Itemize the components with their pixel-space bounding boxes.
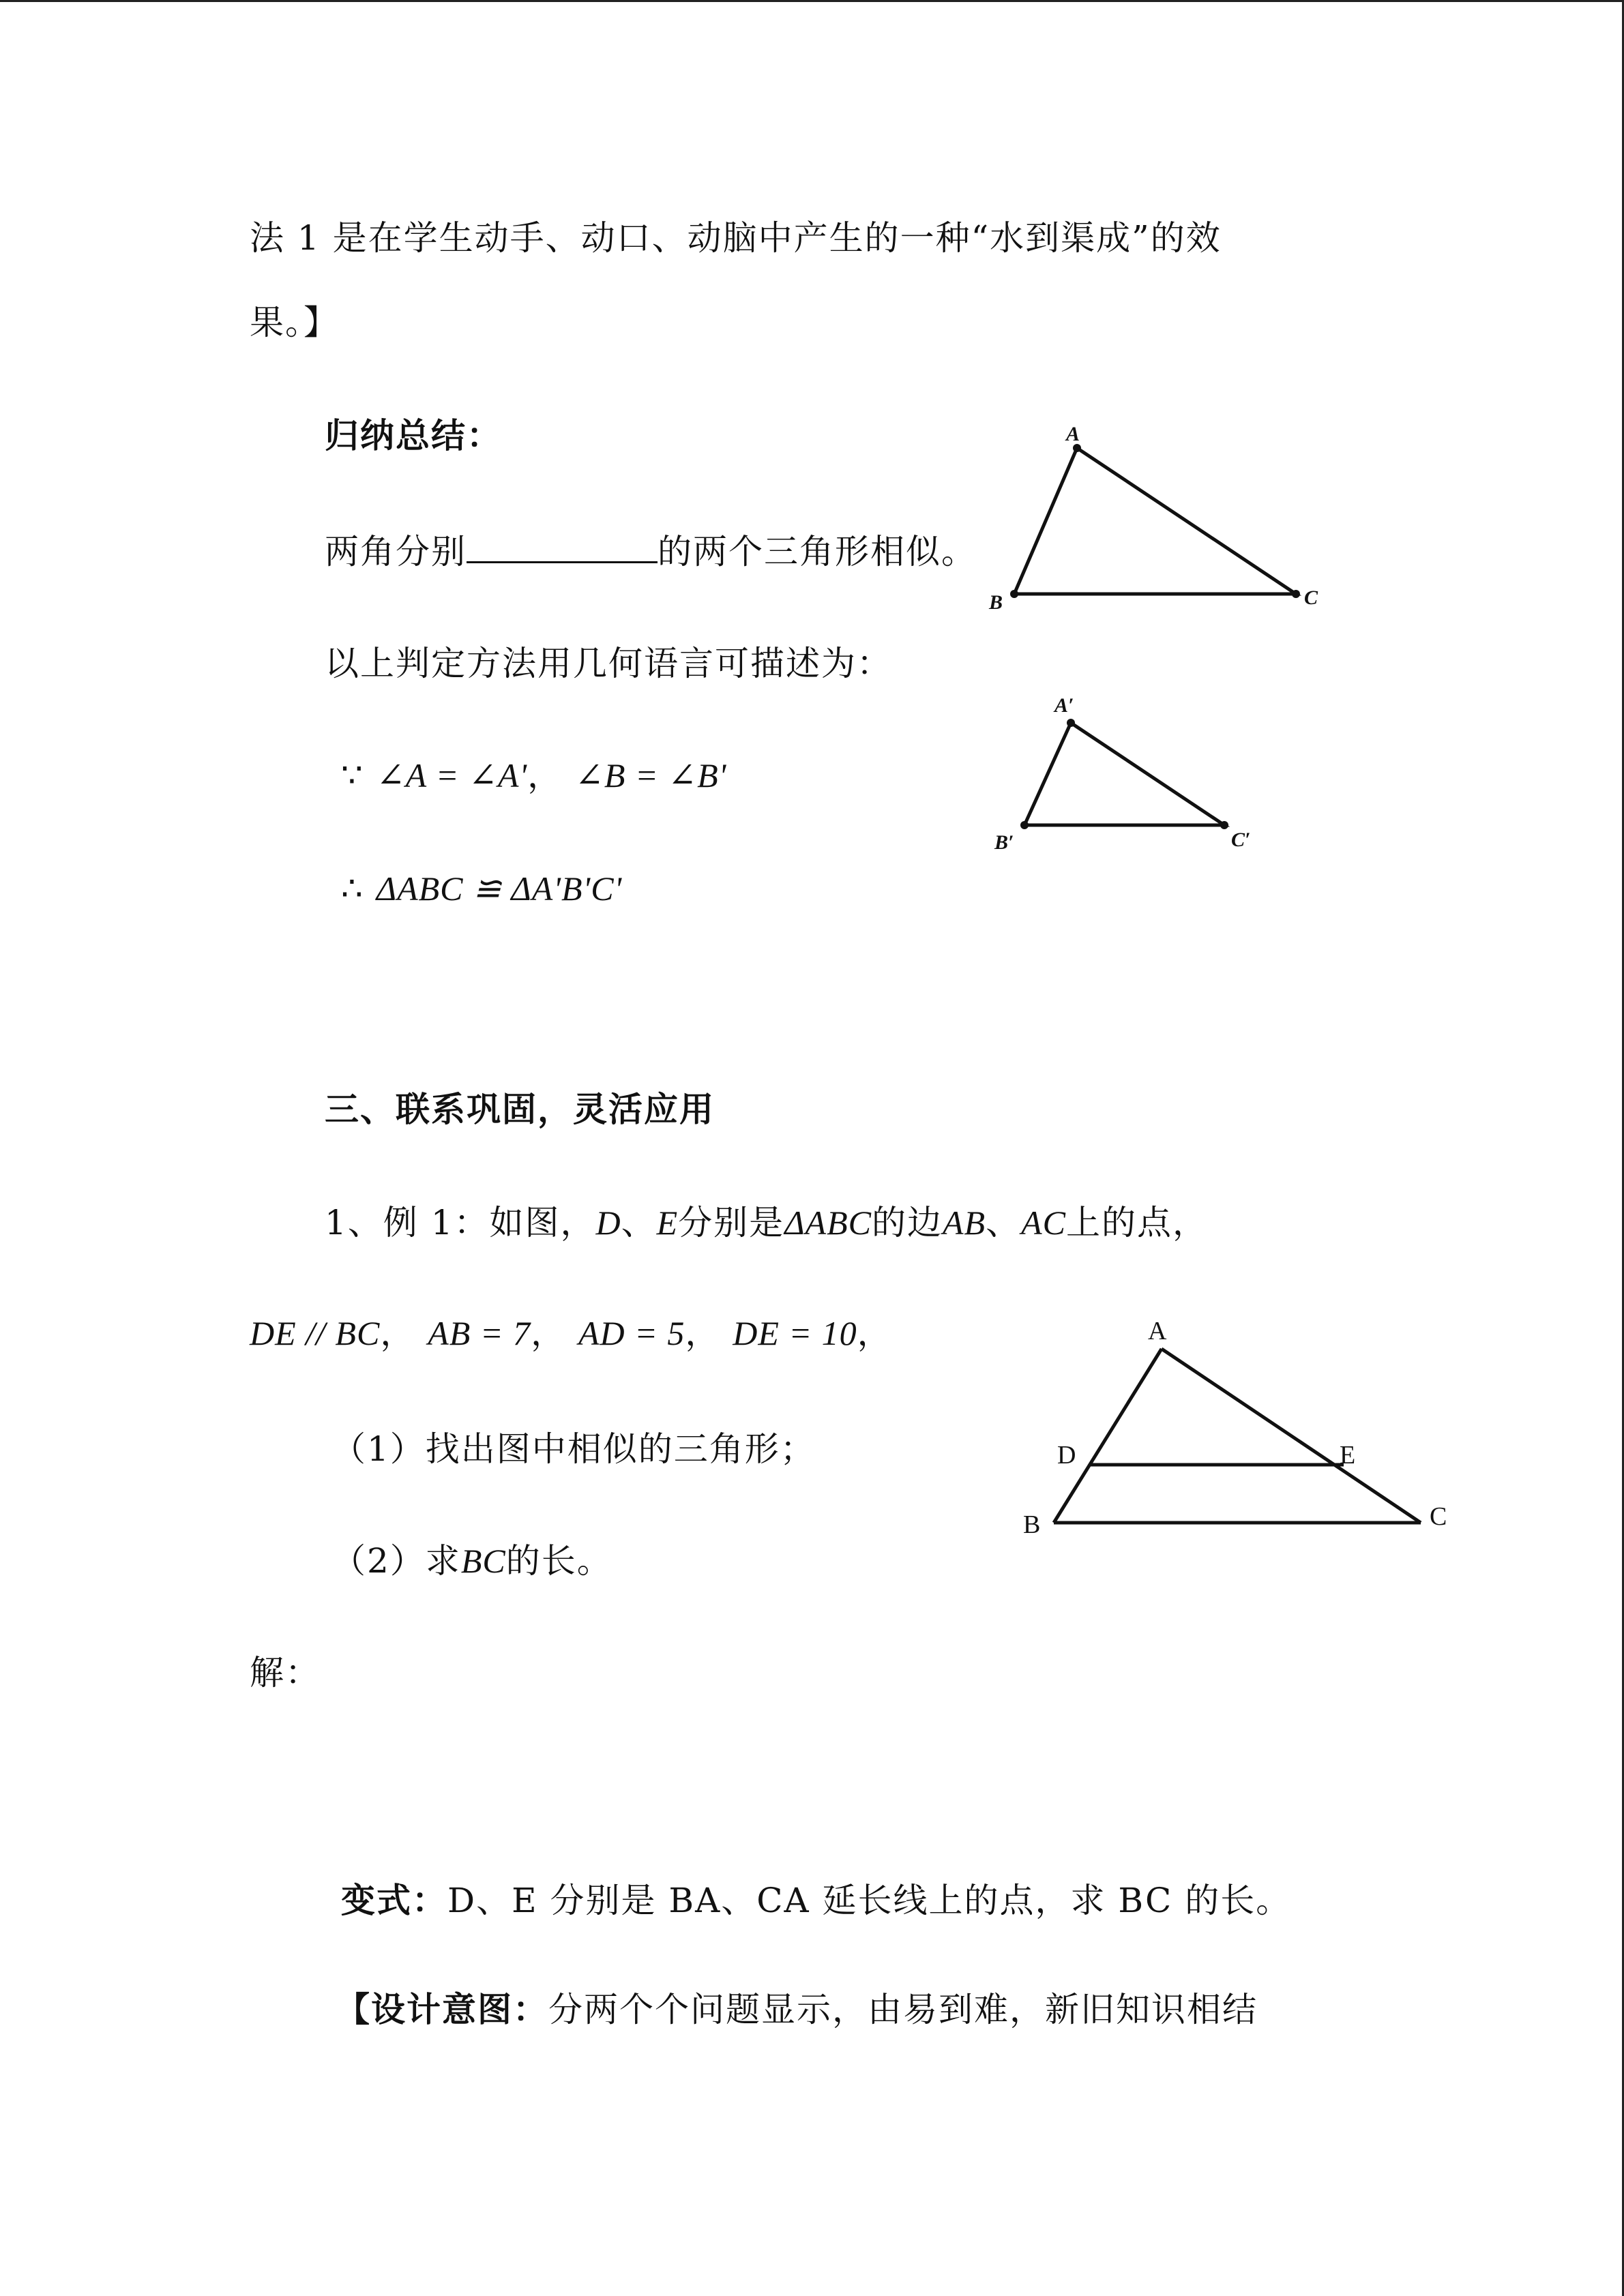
- given-sep: ，: [857, 1313, 893, 1353]
- label-c: C: [1304, 586, 1318, 609]
- label-a-prime: A′: [1054, 694, 1074, 717]
- example-mid-2: 的边: [871, 1203, 943, 1242]
- condition-angle-a: ∠A = ∠A': [376, 756, 528, 794]
- example-end: 上的点，: [1065, 1203, 1208, 1242]
- intro-line-1: 法 1 是在学生动手、动口、动脑中产生的一种“水到渠成”的效: [250, 218, 1222, 258]
- because-symbol: ∵: [341, 756, 364, 794]
- label-b-prime: B′: [994, 831, 1014, 854]
- label-a: A: [1066, 423, 1080, 445]
- question-2-var-bc: BC: [460, 1542, 506, 1580]
- given-sep: ，: [531, 1313, 567, 1353]
- example-mid: 分别是: [678, 1203, 785, 1242]
- given-sep: ，: [380, 1313, 416, 1353]
- variant-label: 变式：: [341, 1880, 447, 1920]
- given-ab: AB = 7: [428, 1314, 531, 1352]
- example-var-ac: AC: [1021, 1204, 1066, 1242]
- section-3-heading: 三、联系巩固，灵活应用: [325, 1089, 715, 1129]
- summary-describe: 以上判定方法用几何语言可描述为：: [325, 644, 892, 683]
- solution-label: 解：: [250, 1653, 321, 1693]
- label-c: C: [1430, 1502, 1447, 1531]
- example-sep-1: 、: [621, 1203, 657, 1242]
- intro-line-2: 果。】: [250, 303, 339, 342]
- label-c-prime: C′: [1231, 829, 1251, 851]
- given-ad: AD = 5: [578, 1314, 685, 1352]
- example-var-e: E: [656, 1204, 679, 1242]
- design-intent-label: 【设计意图：: [336, 1989, 548, 2029]
- question-1: （1）找出图中相似的三角形；: [331, 1429, 816, 1469]
- label-b: B: [989, 591, 1003, 614]
- example-var-d: D: [595, 1204, 621, 1242]
- summary-heading: 归纳总结：: [325, 415, 502, 456]
- label-a: A: [1148, 1317, 1167, 1345]
- example-prefix: 1、例 1：如图，: [325, 1203, 596, 1242]
- label-e: E: [1340, 1441, 1356, 1470]
- given-de-parallel-bc: DE // BC: [250, 1314, 381, 1352]
- side-ac: [1162, 1349, 1421, 1523]
- question-2-prefix: （2）求: [331, 1541, 461, 1581]
- variant-line: [341, 1878, 1291, 1923]
- condition-angle-b: ∠B = ∠B': [575, 756, 727, 794]
- design-intent-line: [336, 1987, 1258, 2032]
- summary-sentence-after: 的两个三角形相似。: [658, 532, 977, 571]
- condition-comma: ，: [527, 756, 563, 795]
- given-de: DE = 10: [733, 1314, 857, 1352]
- variant-text: D、E 分别是 BA、CA 延长线上的点，求 BC 的长。: [447, 1881, 1292, 1920]
- given-sep: ，: [685, 1313, 721, 1353]
- therefore-symbol: ∴: [341, 869, 364, 908]
- example-var-ab: AB: [942, 1204, 986, 1242]
- design-intent-text: 分两个个问题显示，由易到难，新旧知识相结: [548, 1990, 1258, 2029]
- example-sep-2: 、: [986, 1203, 1022, 1242]
- example-triangle-abc: ΔABC: [784, 1204, 872, 1242]
- question-2-suffix: 的长。: [505, 1541, 612, 1581]
- label-d: D: [1057, 1441, 1076, 1470]
- side-ab: [1054, 1349, 1162, 1523]
- summary-sentence-before: 两角分别: [325, 532, 467, 571]
- label-b: B: [1023, 1510, 1041, 1539]
- similarity-conclusion: ΔABC ≌ ΔA'B'C': [376, 869, 623, 908]
